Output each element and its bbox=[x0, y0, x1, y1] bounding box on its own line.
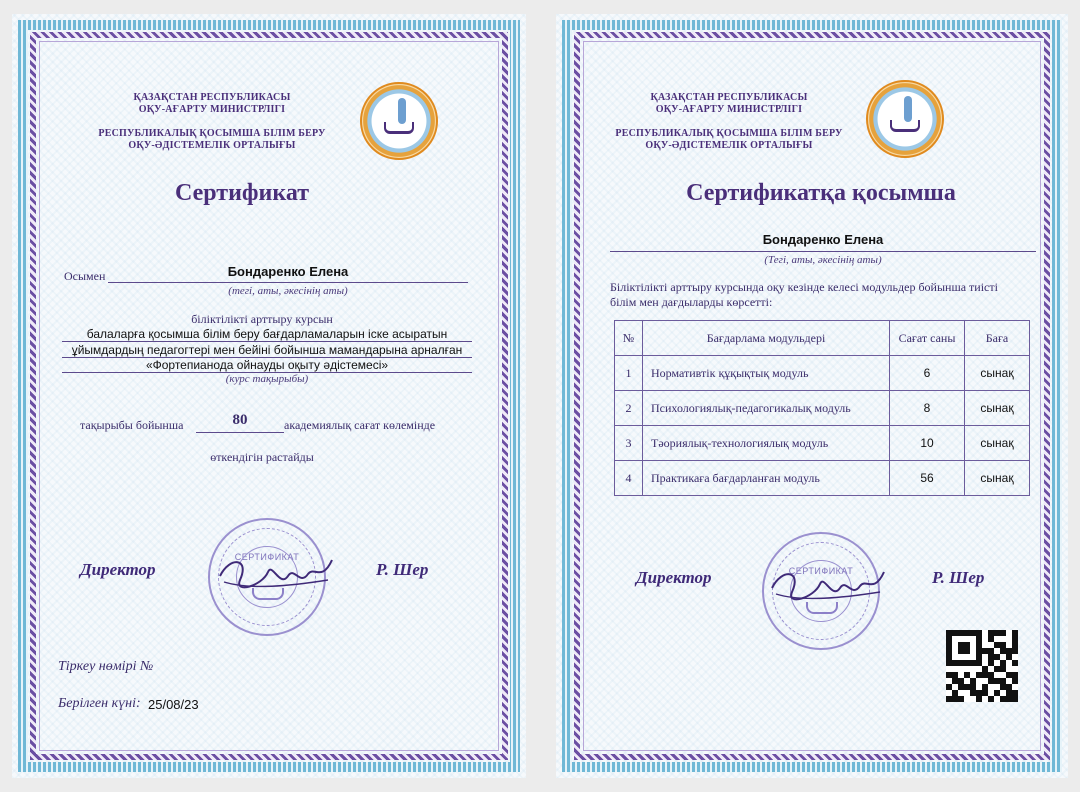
director-signature bbox=[210, 546, 340, 602]
course-line-3: «Фортепианода ойнауды оқыту әдістемесі» bbox=[145, 358, 389, 372]
hours-prefix: тақырыбы бойынша bbox=[80, 418, 184, 432]
issued-label: Берілген күні: bbox=[58, 696, 141, 711]
issuer-header bbox=[92, 92, 332, 152]
header-line-center-type: ОҚУ-ӘДІСТЕМЕЛІК ОРТАЛЫҒЫ bbox=[645, 140, 813, 151]
director-name: Р. Шер bbox=[376, 560, 429, 579]
course-caption: (курс тақырыбы) bbox=[225, 373, 309, 385]
table-row: 2 Психологиялық-педагогикалық модуль 8 сынақ bbox=[615, 391, 1030, 426]
director-label: Директор bbox=[80, 560, 156, 579]
col-grade-header: Баға bbox=[965, 321, 1030, 356]
table-header-row bbox=[615, 321, 1030, 356]
header-line-ministry: ОҚУ-АҒАРТУ МИНИСТРЛІГІ bbox=[655, 104, 803, 115]
holder-name: Бондаренко Елена bbox=[227, 264, 349, 279]
intro-line-2: білім мен дағдыларды көрсетті: bbox=[610, 295, 773, 309]
appendix-title: Сертификатқа қосымша bbox=[686, 180, 956, 206]
header-line-center: РЕСПУБЛИКАЛЫҚ ҚОСЫМША БІЛІМ БЕРУ bbox=[615, 128, 843, 139]
holder-name: Бондаренко Елена bbox=[762, 232, 884, 247]
intro-text bbox=[610, 280, 1050, 310]
holder-caption: (тегі, аты, әкесінің аты) bbox=[228, 285, 348, 297]
course-prefix: біліктілікті арттыру курсын bbox=[191, 312, 333, 326]
col-hours-header: Сағат саны bbox=[890, 321, 965, 356]
appendix-page bbox=[556, 14, 1068, 778]
header-line-country: ҚАЗАҚСТАН РЕСПУБЛИКАСЫ bbox=[133, 92, 291, 103]
intro-line-1: Біліктілікті арттыру курсында оқу кезінде келесі модульдер бойынша тиісті bbox=[610, 280, 998, 294]
registration-label: Тіркеу нөмірі № bbox=[58, 659, 154, 674]
issuer-header bbox=[604, 92, 854, 152]
course-line-1: балаларға қосымша білім беру бағдарламаларын іске асыратын bbox=[86, 327, 448, 341]
center-logo bbox=[866, 80, 944, 158]
col-number-header: № bbox=[615, 321, 643, 356]
hours-value: 80 bbox=[232, 412, 248, 428]
header-line-country: ҚАЗАҚСТАН РЕСПУБЛИКАСЫ bbox=[650, 92, 808, 103]
course-line-2: ұйымдардың педагогтері мен бейіні бойынша мамандарына арналған bbox=[71, 343, 463, 357]
official-seal: СЕРТИФИКАТ bbox=[208, 518, 326, 636]
header-line-ministry: ОҚУ-АҒАРТУ МИНИСТРЛІГІ bbox=[138, 104, 286, 115]
header-line-center-type: ОҚУ-ӘДІСТЕМЕЛІК ОРТАЛЫҒЫ bbox=[128, 140, 296, 151]
table-row: 1 Нормативтік құқықтық модуль 6 сынақ bbox=[615, 356, 1030, 391]
hours-suffix: академиялық сағат көлемінде bbox=[284, 418, 436, 432]
issued-date: 25/08/23 bbox=[148, 697, 199, 712]
director-label: Директор bbox=[636, 568, 712, 587]
holder-prefix: Осымен bbox=[64, 269, 106, 283]
table-row: 4 Практикаға бағдарланған модуль 56 сынақ bbox=[615, 461, 1030, 496]
certificate-title: Сертификат bbox=[175, 180, 309, 206]
col-module-header: Бағдарлама модульдері bbox=[643, 321, 890, 356]
confirm-text: өткендігін растайды bbox=[210, 450, 314, 464]
holder-caption: (Тегі, аты, әкесінің аты) bbox=[764, 254, 882, 266]
official-seal: СЕРТИФИКАТ bbox=[762, 532, 880, 650]
modules-table bbox=[614, 320, 1030, 496]
certificate-page bbox=[12, 14, 526, 778]
director-signature bbox=[762, 558, 892, 614]
header-line-center: РЕСПУБЛИКАЛЫҚ ҚОСЫМША БІЛІМ БЕРУ bbox=[98, 128, 326, 139]
center-logo bbox=[360, 82, 438, 160]
table-row: 3 Тәориялық-технологиялық модуль 10 сынақ bbox=[615, 426, 1030, 461]
qr-code bbox=[946, 630, 1018, 702]
director-name: Р. Шер bbox=[932, 568, 985, 587]
